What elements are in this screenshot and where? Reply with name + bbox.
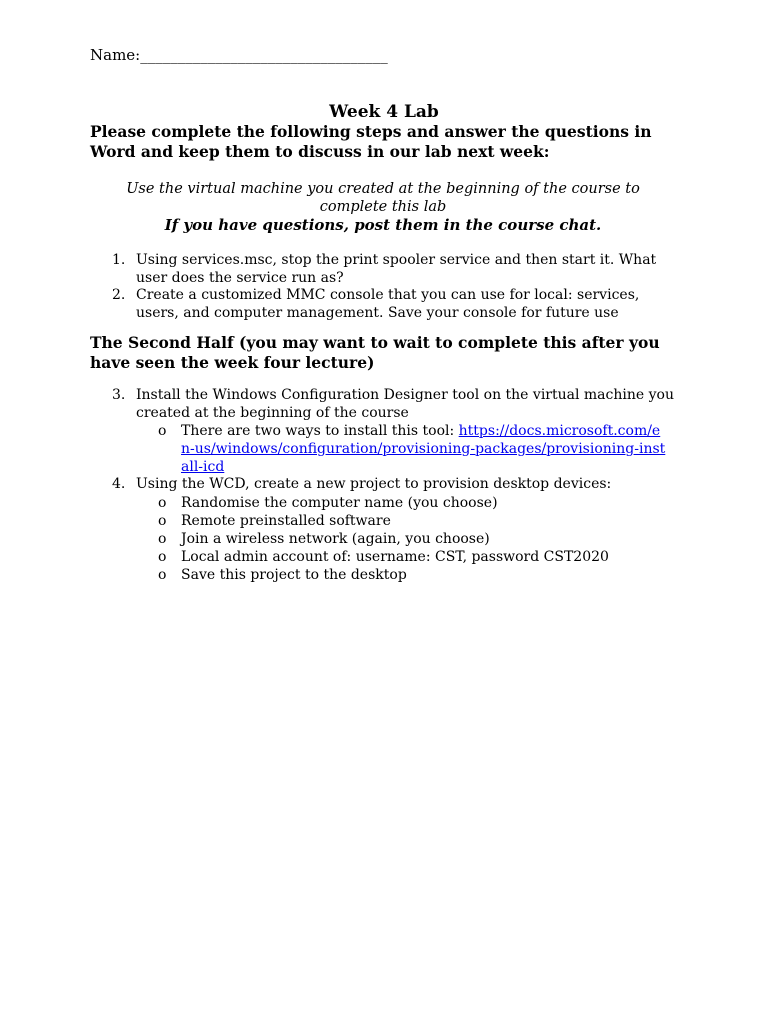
bullet-marker: o [158,423,167,439]
sub-list-item-text: Join a wireless network (again, you choose) [181,530,490,547]
second-half-heading: The Second Half (you may want to wait to complete this after you have seen the week four lecture) [90,333,660,372]
bullet-marker: o [158,512,167,529]
steps-part-two [0,387,768,584]
sub-list-item-text: There are two ways to install this tool: [181,423,459,439]
list-item-text: Using the WCD, create a new project to provision desktop devices: [136,476,612,492]
sub-list-item-text: Remote preinstalled software [181,512,391,529]
name-field [90,45,388,65]
sub-list-item [0,548,668,566]
sub-list-item [0,512,668,530]
name-blank-line: _________________________________ [140,46,388,64]
bullet-marker: o [158,548,167,565]
intro-heading: Please complete the following steps and answer the questions in Word and keep them to discuss in our lab next week: [90,122,652,161]
list-number: 4. [112,476,126,492]
sub-list-item-text: Local admin account of: username: CST, password CST2020 [181,548,609,565]
sub-list-item [0,494,668,512]
sub-list-item-text: Save this project to the desktop [181,566,407,583]
lab-note [100,180,666,234]
sub-list-item [0,530,668,548]
list-item-text: Install the Windows Configuration Designer tool on the virtual machine you created at the beginning of the course [136,387,674,421]
lab-note-bold: If you have questions, post them in the course chat. [164,216,602,234]
sub-list-item-text: Randomise the computer name (you choose) [181,494,498,511]
list-item [0,387,676,422]
page-title: Week 4 Lab [329,102,439,122]
list-item [0,476,676,494]
bullet-marker: o [158,530,167,547]
list-item [0,252,676,287]
list-item-text: Using services.msc, stop the print spooler service and then start it. What user does the service run as? [136,252,657,286]
list-number: 1. [112,252,126,268]
steps-part-one [0,252,768,322]
sub-list-item [0,422,668,476]
name-label: Name: [90,46,141,64]
list-number: 3. [112,387,126,403]
bullet-marker: o [158,566,167,583]
install-tool-link[interactable]: https://docs.microsoft.com/en-us/windows/configuration/provisioning-packages/provisioning-install-icd [181,423,666,475]
list-item [0,287,676,322]
sub-list-item [0,566,668,584]
lab-note-italic: Use the virtual machine you created at the beginning of the course to complete this lab [126,181,640,215]
list-item-text: Create a customized MMC console that you can use for local: services, users, and computer management. Save your console for future use [136,287,640,321]
bullet-marker: o [158,494,167,511]
list-number: 2. [112,287,126,303]
